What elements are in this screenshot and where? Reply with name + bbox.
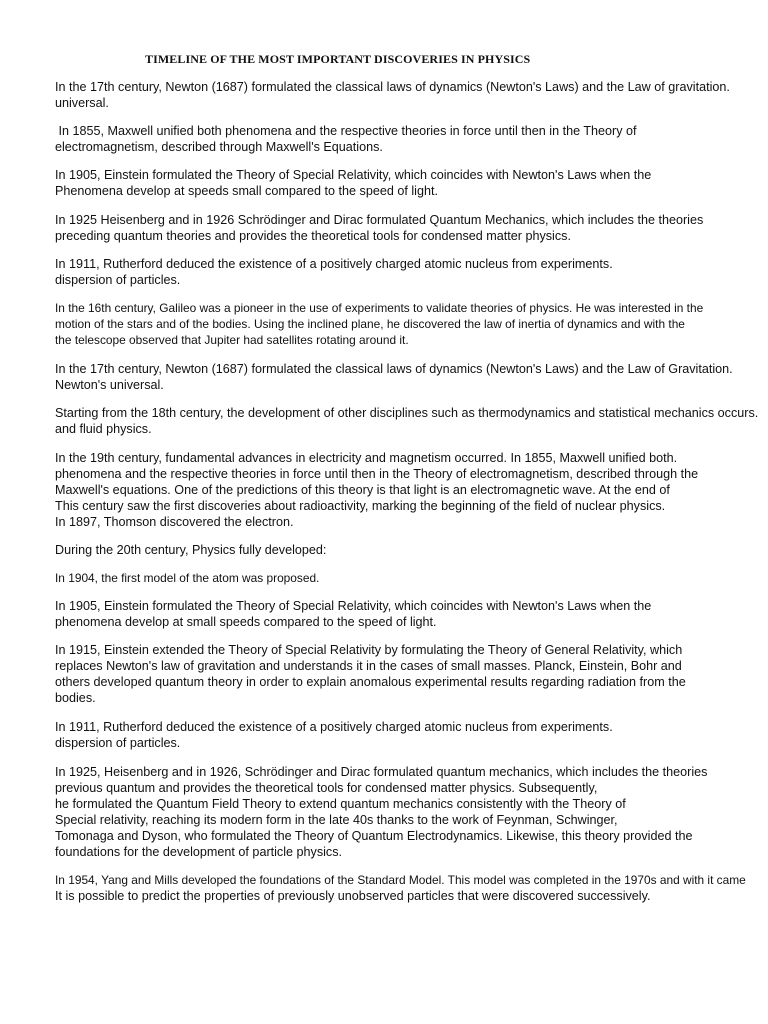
paragraph-newton-gravitation [55,361,768,393]
text-line: Starting from the 18th century, the development of other disciplines such as thermodynamics and statistical mechanics occurs. [55,406,759,420]
text-line: universal. [55,96,109,110]
text-line: and fluid physics. [55,422,152,436]
paragraph-quantum-field-theory [55,764,768,860]
text-line: In 1911, Rutherford deduced the existence of a positively charged atomic nucleus from experiments. [55,720,613,734]
paragraph-rutherford-1911 [55,256,768,288]
text-line: foundations for the development of particle physics. [55,845,343,859]
text-line: phenomena and the respective theories in force until then in the Theory of electromagnetism, described through the [55,467,699,481]
text-line: This century saw the first discoveries about radioactivity, marking the beginning of the field of nuclear physics. [55,499,666,513]
paragraph-einstein-special-relativity [55,598,768,630]
paragraph-rutherford-nucleus [55,719,768,751]
document-title: TIMELINE OF THE MOST IMPORTANT DISCOVERIES IN PHYSICS [145,52,531,66]
paragraph-quantum-mechanics [55,212,768,244]
text-line: In 1855, Maxwell unified both phenomena and the respective theories in force until then in the Theory of [55,124,637,138]
text-line: electromagnetism, described through Maxwell's Equations. [55,140,383,154]
text-line: In the 17th century, Newton (1687) formulated the classical laws of dynamics (Newton's Laws) and the Law of gravitation. [55,80,730,94]
text-line: preceding quantum theories and provides the theoretical tools for condensed matter physics. [55,229,571,243]
paragraph-maxwell-1855 [55,123,768,155]
text-line: In 1954, Yang and Mills developed the foundations of the Standard Model. This model was completed in the 1970s and with it came [55,873,746,887]
paragraph-19th-century [55,450,768,530]
text-line: Maxwell's equations. One of the predictions of this theory is that light is an electromagnetic wave. At the end of [55,483,670,497]
text-line: Tomonaga and Dyson, who formulated the Theory of Quantum Electrodynamics. Likewise, this theory provided the [55,829,693,843]
paragraph-galileo [55,300,768,348]
text-line: motion of the stars and of the bodies. Using the inclined plane, he discovered the law of inertia of dynamics and with the [55,317,685,331]
paragraph-newton-1687 [55,79,768,111]
paragraph-18th-century [55,405,768,437]
text-line: In 1904, the first model of the atom was proposed. [55,571,320,585]
paragraph-20th-century [55,542,768,558]
text-line: he formulated the Quantum Field Theory to extend quantum mechanics consistently with the Theory of [55,797,626,811]
text-line: In 1925, Heisenberg and in 1926, Schrödinger and Dirac formulated quantum mechanics, which includes the theories [55,765,708,779]
text-line: others developed quantum theory in order to explain anomalous experimental results regarding radiation from the [55,675,686,689]
paragraph-einstein-1905 [55,167,768,199]
text-line: Special relativity, reaching its modern form in the late 40s thanks to the work of Feynman, Schwinger, [55,813,618,827]
text-line: In the 19th century, fundamental advances in electricity and magnetism occurred. In 1855, Maxwell unified both. [55,451,678,465]
text-line: During the 20th century, Physics fully developed: [55,543,327,557]
paragraph-atom-model-1904 [55,570,768,586]
text-line: In 1905, Einstein formulated the Theory of Special Relativity, which coincides with Newton's Laws when the [55,599,652,613]
text-line: dispersion of particles. [55,273,181,287]
text-line: In 1911, Rutherford deduced the existence of a positively charged atomic nucleus from experiments. [55,257,613,271]
text-line: the telescope observed that Jupiter had satellites rotating around it. [55,333,409,347]
text-line: In 1915, Einstein extended the Theory of Special Relativity by formulating the Theory of General Relativity, which [55,643,683,657]
text-line: It is possible to predict the properties of previously unobserved particles that were discovered successively. [55,889,651,903]
text-line: phenomena develop at small speeds compared to the speed of light. [55,615,437,629]
text-line: In 1905, Einstein formulated the Theory of Special Relativity, which coincides with Newton's Laws when the [55,168,652,182]
text-line: In the 17th century, Newton (1687) formulated the classical laws of dynamics (Newton's Laws) and the Law of Gravitation. [55,362,733,376]
text-line: In the 16th century, Galileo was a pioneer in the use of experiments to validate theories of physics. He was interested in the [55,301,704,315]
text-line: In 1897, Thomson discovered the electron. [55,515,294,529]
text-line: Phenomena develop at speeds small compared to the speed of light. [55,184,438,198]
text-line: previous quantum and provides the theoretical tools for condensed matter physics. Subsequently, [55,781,598,795]
text-line: dispersion of particles. [55,736,181,750]
paragraph-standard-model-1954 [55,872,768,904]
text-line: bodies. [55,691,96,705]
text-line: replaces Newton's law of gravitation and understands it in the cases of small masses. Planck, Einstein, Bohr and [55,659,682,673]
text-line: In 1925 Heisenberg and in 1926 Schrödinger and Dirac formulated Quantum Mechanics, which includes the theories [55,213,704,227]
text-line: Newton's universal. [55,378,164,392]
paragraph-general-relativity-1915 [55,642,768,706]
